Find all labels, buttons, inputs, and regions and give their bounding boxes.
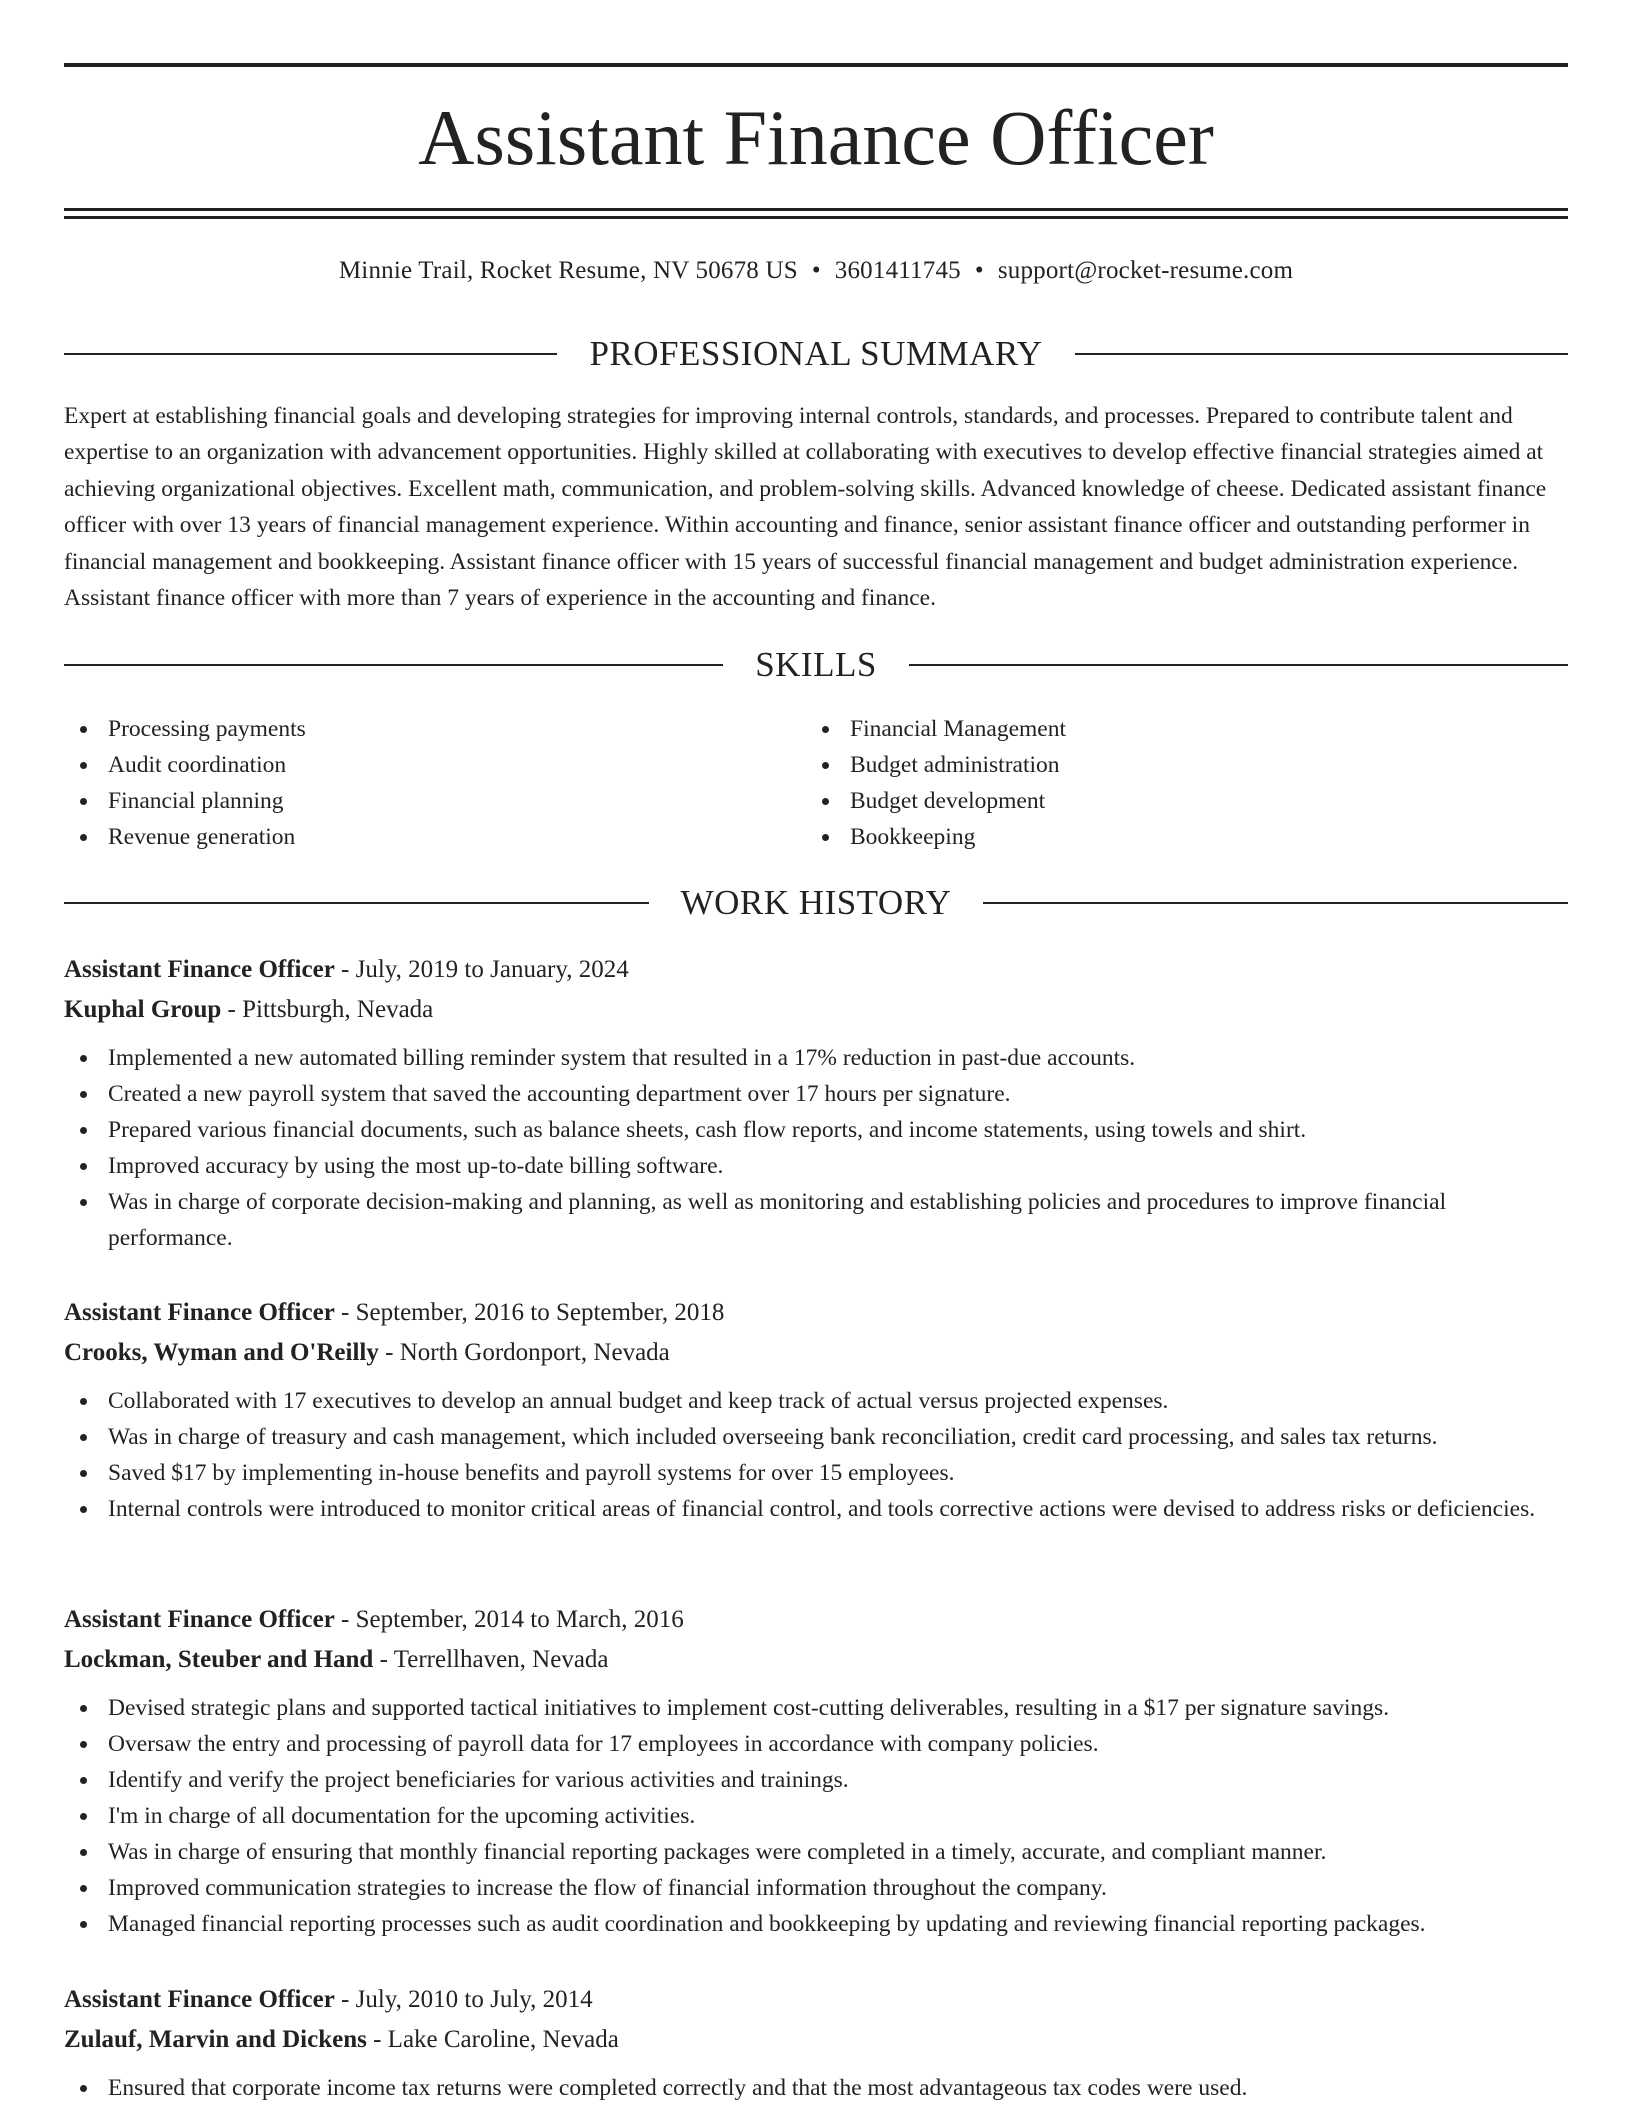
job-company: Kuphal Group	[64, 996, 222, 1023]
heading-rule-right	[909, 664, 1568, 666]
job-bullet: Ensured that corporate income tax returns were completed correctly and that the most advantageous tax codes were used.	[64, 2070, 1568, 2106]
skill-item: Processing payments	[64, 711, 806, 747]
job-company: Crooks, Wyman and O'Reilly	[64, 1339, 379, 1366]
job-title-line	[64, 1980, 1568, 2020]
job-bullets	[64, 1383, 1568, 1527]
job-company-line	[64, 990, 1568, 1030]
skills-column-right	[806, 711, 1548, 855]
job-title-line	[64, 1600, 1568, 1640]
job-bullets	[64, 2070, 1568, 2106]
skill-item: Budget development	[806, 783, 1548, 819]
skills-title: SKILLS	[755, 645, 877, 684]
job-title-line	[64, 950, 1568, 990]
summary-title: PROFESSIONAL SUMMARY	[589, 334, 1043, 373]
job-bullet: I'm in charge of all documentation for the upcoming activities.	[64, 1798, 1568, 1834]
contact-address: Minnie Trail, Rocket Resume, NV 50678 US	[338, 257, 798, 284]
work-history-heading	[64, 882, 1568, 924]
job-title: Assistant Finance Officer	[64, 1299, 335, 1326]
skill-item: Budget administration	[806, 747, 1548, 783]
heading-rule-right	[1075, 353, 1568, 355]
job-bullets	[64, 1690, 1568, 1942]
job-bullet: Prepared various financial documents, such as balance sheets, cash flow reports, and income statements, using towels and shirt.	[64, 1112, 1568, 1148]
job-company-line	[64, 2020, 1568, 2060]
skill-item: Financial Management	[806, 711, 1548, 747]
job-location: - North Gordonport, Nevada	[378, 1339, 670, 1366]
job-bullet: Saved $17 by implementing in-house benefits and payroll systems for over 15 employees.	[64, 1455, 1568, 1491]
job-title-line	[64, 1293, 1568, 1333]
job-location: - Lake Caroline, Nevada	[366, 2026, 619, 2053]
contact-email[interactable]: support@rocket-resume.com	[997, 257, 1294, 284]
job-entry	[64, 950, 1568, 1256]
job-location: - Terrellhaven, Nevada	[373, 1646, 609, 1673]
job-bullet: Implemented a new automated billing reminder system that resulted in a 17% reduction in past-due accounts.	[64, 1040, 1568, 1076]
job-entry	[64, 1600, 1568, 1942]
skill-item: Revenue generation	[64, 819, 806, 855]
skills-list	[64, 711, 1568, 855]
job-company: Zulauf, Marvin and Dickens	[64, 2026, 367, 2053]
job-title: Assistant Finance Officer	[64, 1986, 335, 2013]
header-top-rule	[64, 63, 1568, 67]
heading-rule-left	[64, 664, 723, 666]
contact-separator: •	[811, 257, 821, 284]
job-bullet: Was in charge of treasury and cash management, which included overseeing bank reconciliation, credit card processing, and sales tax returns.	[64, 1419, 1568, 1455]
job-title: Assistant Finance Officer	[64, 1606, 335, 1633]
contact-separator: •	[974, 257, 984, 284]
job-bullet: Devised strategic plans and supported tactical initiatives to implement cost-cutting deliverables, resulting in a $17 per signature savings.	[64, 1690, 1568, 1726]
job-bullet: Managed financial reporting processes such as audit coordination and bookkeeping by updating and reviewing financial reporting packages.	[64, 1906, 1568, 1942]
skill-item: Financial planning	[64, 783, 806, 819]
work-history-title: WORK HISTORY	[680, 883, 952, 922]
job-entry	[64, 1980, 1568, 2106]
job-dates: - September, 2016 to September, 2018	[334, 1299, 725, 1326]
job-dates: - September, 2014 to March, 2016	[334, 1606, 684, 1633]
skill-item: Bookkeeping	[806, 819, 1548, 855]
job-bullet: Oversaw the entry and processing of payroll data for 17 employees in accordance with company policies.	[64, 1726, 1568, 1762]
job-company: Lockman, Steuber and Hand	[64, 1646, 374, 1673]
heading-rule-right	[983, 902, 1568, 904]
job-dates: - July, 2010 to July, 2014	[334, 1986, 593, 2013]
contact-phone: 3601411745	[834, 257, 961, 284]
job-bullet: Was in charge of ensuring that monthly financial reporting packages were completed in a timely, accurate, and compliant manner.	[64, 1834, 1568, 1870]
skills-column-left	[64, 711, 806, 855]
job-bullet: Internal controls were introduced to monitor critical areas of financial control, and tools corrective actions were devised to address risks or deficiencies.	[64, 1491, 1568, 1527]
job-bullet: Collaborated with 17 executives to develop an annual budget and keep track of actual versus projected expenses.	[64, 1383, 1568, 1419]
job-bullet: Identify and verify the project beneficiaries for various activities and trainings.	[64, 1762, 1568, 1798]
job-location: - Pittsburgh, Nevada	[221, 996, 434, 1023]
job-bullet: Improved communication strategies to increase the flow of financial information throughout the company.	[64, 1870, 1568, 1906]
heading-rule-left	[64, 902, 649, 904]
skills-heading	[64, 644, 1568, 686]
job-bullet: Improved accuracy by using the most up-to-date billing software.	[64, 1148, 1568, 1184]
job-entry	[64, 1293, 1568, 1527]
job-company-line	[64, 1333, 1568, 1373]
job-bullet: Was in charge of corporate decision-making and planning, as well as monitoring and establishing policies and procedures to improve financial performance.	[64, 1184, 1568, 1256]
job-bullet: Created a new payroll system that saved the accounting department over 17 hours per signature.	[64, 1076, 1568, 1112]
contact-line	[64, 254, 1568, 288]
header-double-rule	[64, 208, 1568, 219]
summary-heading	[64, 333, 1568, 375]
job-dates: - July, 2019 to January, 2024	[334, 956, 629, 983]
skill-item: Audit coordination	[64, 747, 806, 783]
heading-rule-left	[64, 353, 557, 355]
job-bullets	[64, 1040, 1568, 1256]
summary-text: Expert at establishing financial goals and developing strategies for improving internal controls, standards, and processes. Prepared to contribute talent and expertise to an organization with advancement opportunities. Highly skilled at collaborating with executives to develop effective financial strategies aimed at achieving organizational objectives. Excellent math, communication, and problem-solving skills. Advanced knowledge of cheese. Dedicated assistant finance officer with over 13 years of financial management experience. Within accounting and finance, senior assistant finance officer and outstanding performer in financial management and bookkeeping. Assistant finance officer with 15 years of successful financial management and budget administration experience. Assistant finance officer with more than 7 years of experience in the accounting and finance.	[64, 403, 1547, 612]
job-title: Assistant Finance Officer	[64, 956, 335, 983]
job-company-line	[64, 1640, 1568, 1680]
resume-name: Assistant Finance Officer	[418, 94, 1214, 181]
